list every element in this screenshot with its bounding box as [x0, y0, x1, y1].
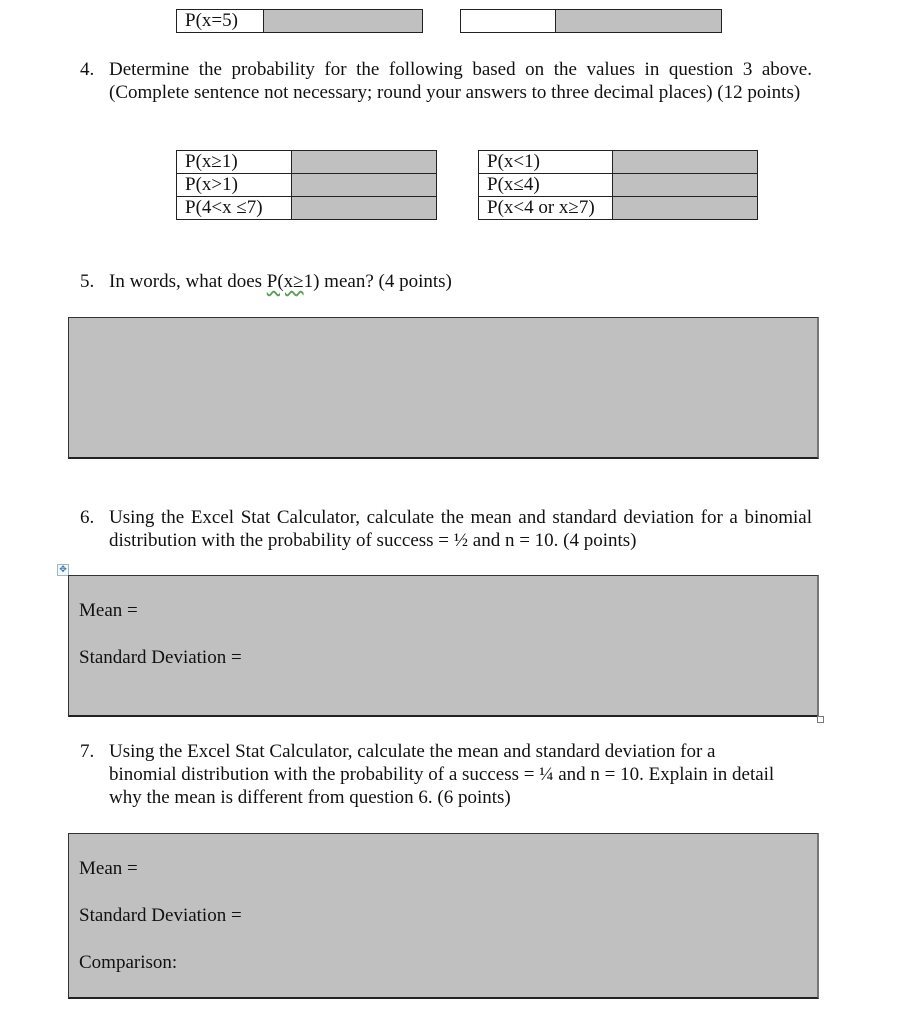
prob-label: P(4<x ≤7)	[177, 197, 292, 220]
question-number: 6.	[80, 507, 95, 528]
question-text	[109, 270, 812, 293]
q4-left-table	[176, 150, 437, 220]
mean-label: Mean =	[79, 858, 138, 879]
answer-cell[interactable]	[292, 197, 437, 220]
top-table-right	[460, 9, 722, 33]
prob-label: P(x<1)	[479, 151, 613, 174]
question-4	[80, 58, 812, 104]
answer-cell[interactable]	[556, 10, 722, 33]
spellcheck-marked-text: P(x≥	[266, 271, 304, 292]
prob-label	[461, 10, 556, 33]
table-row	[177, 151, 437, 174]
question-text: Using the Excel Stat Calculator, calculate the mean and standard deviation for a binomial distribution with the probability of success = ½ and n = 10. (4 points)	[109, 507, 812, 551]
q6-answer-box[interactable]	[68, 575, 819, 717]
comparison-label: Comparison:	[79, 952, 178, 973]
question-number: 4.	[80, 59, 95, 80]
top-table-left	[176, 9, 423, 33]
question-text-part: In words, what does	[109, 271, 267, 292]
answer-cell[interactable]	[613, 174, 758, 197]
table-row	[479, 174, 758, 197]
q7-answer-box[interactable]	[68, 833, 819, 999]
table-row	[461, 10, 722, 33]
question-text-part: 1) mean? (4 points)	[303, 271, 452, 292]
q4-right-table	[478, 150, 758, 220]
standard-deviation-label: Standard Deviation =	[79, 647, 242, 668]
table-row	[479, 197, 758, 220]
answer-cell[interactable]	[613, 197, 758, 220]
standard-deviation-label: Standard Deviation =	[79, 905, 242, 926]
answer-cell[interactable]	[613, 151, 758, 174]
answer-cell[interactable]	[292, 174, 437, 197]
prob-label: P(x=5)	[177, 10, 264, 33]
question-6	[80, 506, 812, 552]
answer-cell[interactable]	[264, 10, 423, 33]
question-number: 5.	[80, 271, 95, 292]
table-row	[177, 10, 423, 33]
table-row	[479, 151, 758, 174]
table-resize-handle-icon[interactable]	[817, 716, 824, 723]
question-text: Using the Excel Stat Calculator, calculate the mean and standard deviation for a binomial distribution with the probability of a success = ¼ and n = 10. Explain in detail why the mean is different from question 6. (6 points)	[109, 741, 775, 808]
prob-label: P(x≥1)	[177, 151, 292, 174]
prob-label: P(x>1)	[177, 174, 292, 197]
answer-cell[interactable]	[292, 151, 437, 174]
mean-label: Mean =	[79, 600, 138, 621]
table-row	[177, 197, 437, 220]
question-5	[80, 270, 812, 293]
table-move-handle-icon[interactable]: ✥	[57, 564, 69, 576]
question-text: Determine the probability for the following based on the values in question 3 above. (Complete sentence not necessary; round your answers to three decimal places) (12 points)	[109, 59, 812, 103]
question-number: 7.	[80, 741, 95, 762]
q5-answer-box[interactable]	[68, 317, 819, 459]
prob-label: P(x<4 or x≥7)	[479, 197, 613, 220]
table-row	[177, 174, 437, 197]
prob-label: P(x≤4)	[479, 174, 613, 197]
question-7	[80, 740, 780, 809]
